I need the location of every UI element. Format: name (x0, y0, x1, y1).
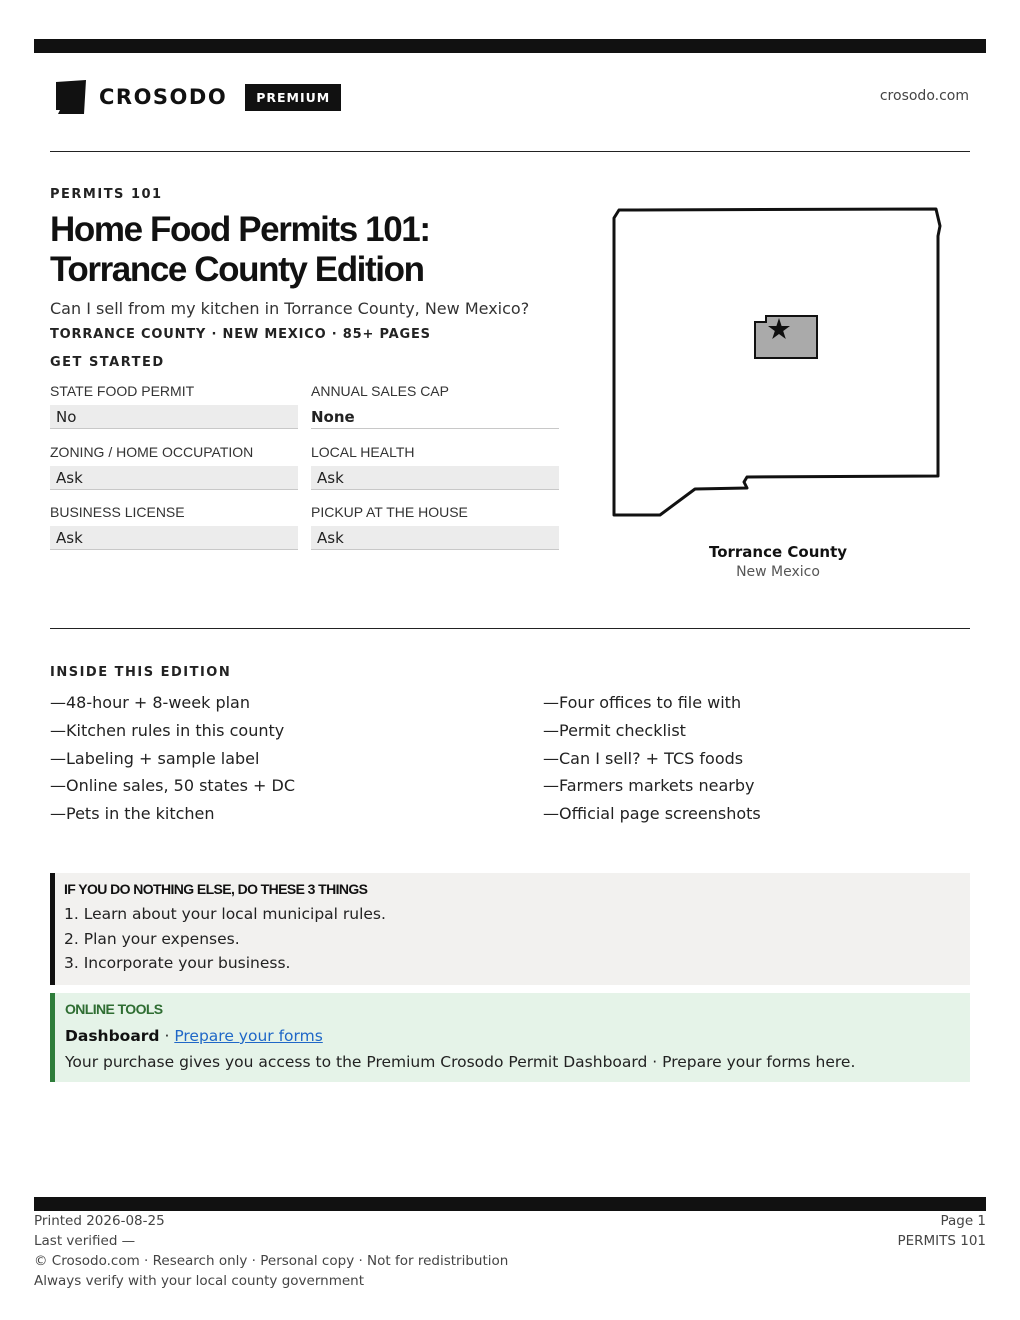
field-annual-sales-cap (311, 381, 559, 429)
toc-left (50, 692, 295, 831)
field-value: Ask (50, 526, 298, 550)
callout-heading: ONLINE TOOLS (65, 1001, 163, 1017)
meta-line: TORRANCE COUNTY · NEW MEXICO · 85+ PAGES (50, 327, 431, 342)
list-item: —48-hour + 8-week plan (50, 693, 250, 712)
disclaimer: Always verify with your local county government (34, 1273, 364, 1289)
field-business-license (50, 502, 298, 550)
premium-badge: PREMIUM (245, 84, 341, 111)
title-line-1: Home Food Permits 101: (50, 210, 430, 249)
field-label: ANNUAL SALES CAP (311, 383, 449, 399)
field-label: ZONING / HOME OCCUPATION (50, 444, 254, 460)
county-shape (755, 316, 817, 358)
list-item: 2. Plan your expenses. (64, 929, 240, 948)
dashboard-label: Dashboard (65, 1027, 160, 1045)
header-divider (50, 151, 970, 152)
field-zoning (50, 442, 298, 490)
title-line-2: Torrance County Edition (50, 250, 424, 289)
field-value: Ask (311, 526, 559, 550)
field-pickup (311, 502, 559, 550)
map-state-name: New Mexico (736, 564, 820, 580)
list-item: —Permit checklist (543, 720, 686, 740)
top-bar (34, 39, 986, 53)
field-value: Ask (50, 466, 298, 490)
brand-header (54, 80, 341, 114)
footer-section: PERMITS 101 (897, 1233, 986, 1249)
do-these-callout (50, 873, 970, 985)
get-started-heading: GET STARTED (50, 355, 165, 370)
list-item: —Farmers markets nearby (543, 776, 755, 796)
field-label: BUSINESS LICENSE (50, 504, 185, 520)
list-item: 1. Learn about your local municipal rules. (64, 905, 386, 923)
list-item: —Online sales, 50 states + DC (50, 776, 296, 796)
page-title (50, 210, 590, 290)
field-state-food-permit (50, 381, 298, 429)
list-item: —Labeling + sample label (50, 748, 260, 768)
prepare-forms-link[interactable]: Prepare your forms (174, 1027, 323, 1045)
eyebrow: PERMITS 101 (50, 187, 163, 202)
page-number: Page 1 (940, 1213, 986, 1229)
dashboard-description: Your purchase gives you access to the Premium Crosodo Permit Dashboard · Prepare your forms here. (65, 1053, 856, 1071)
do-these-list (64, 903, 970, 977)
printed-date: Printed 2026-08-25 (34, 1213, 165, 1229)
callout-heading: IF YOU DO NOTHING ELSE, DO THESE 3 THINGS (64, 881, 368, 897)
list-item: —Official page screenshots (543, 804, 761, 824)
toc-right (543, 692, 761, 831)
field-label: LOCAL HEALTH (311, 444, 415, 460)
bottom-bar (34, 1197, 986, 1211)
last-verified: Last verified — (34, 1233, 136, 1249)
list-item: —Four offices to file with (543, 693, 742, 712)
list-item: —Pets in the kitchen (50, 804, 215, 824)
field-local-health (311, 442, 559, 490)
copyright: © Crosodo.com · Research only · Personal copy · Not for redistribution (34, 1253, 509, 1269)
site-url[interactable]: crosodo.com (879, 88, 969, 104)
list-item: —Can I sell? + TCS foods (543, 748, 744, 768)
field-value: Ask (311, 466, 559, 490)
section-divider (50, 628, 970, 629)
footer-right (897, 1211, 986, 1251)
list-item: 3. Incorporate your business. (64, 954, 291, 972)
list-item: —Kitchen rules in this county (50, 720, 285, 740)
footer-left (34, 1211, 508, 1291)
separator: · (159, 1027, 175, 1045)
inside-heading: INSIDE THIS EDITION (50, 665, 232, 680)
brand-name: CROSODO (99, 85, 228, 109)
field-value: None (311, 405, 559, 429)
state-map (610, 206, 946, 522)
state-silhouette-icon (54, 80, 88, 114)
field-label: PICKUP AT THE HOUSE (311, 504, 468, 520)
field-value: No (50, 405, 298, 429)
subtitle: Can I sell from my kitchen in Torrance County, New Mexico? (50, 299, 530, 318)
state-outline (614, 209, 940, 515)
field-label: STATE FOOD PERMIT (50, 383, 195, 399)
dashboard-line (65, 1023, 970, 1049)
online-tools-callout (50, 993, 970, 1082)
map-county-name: Torrance County (708, 543, 848, 561)
